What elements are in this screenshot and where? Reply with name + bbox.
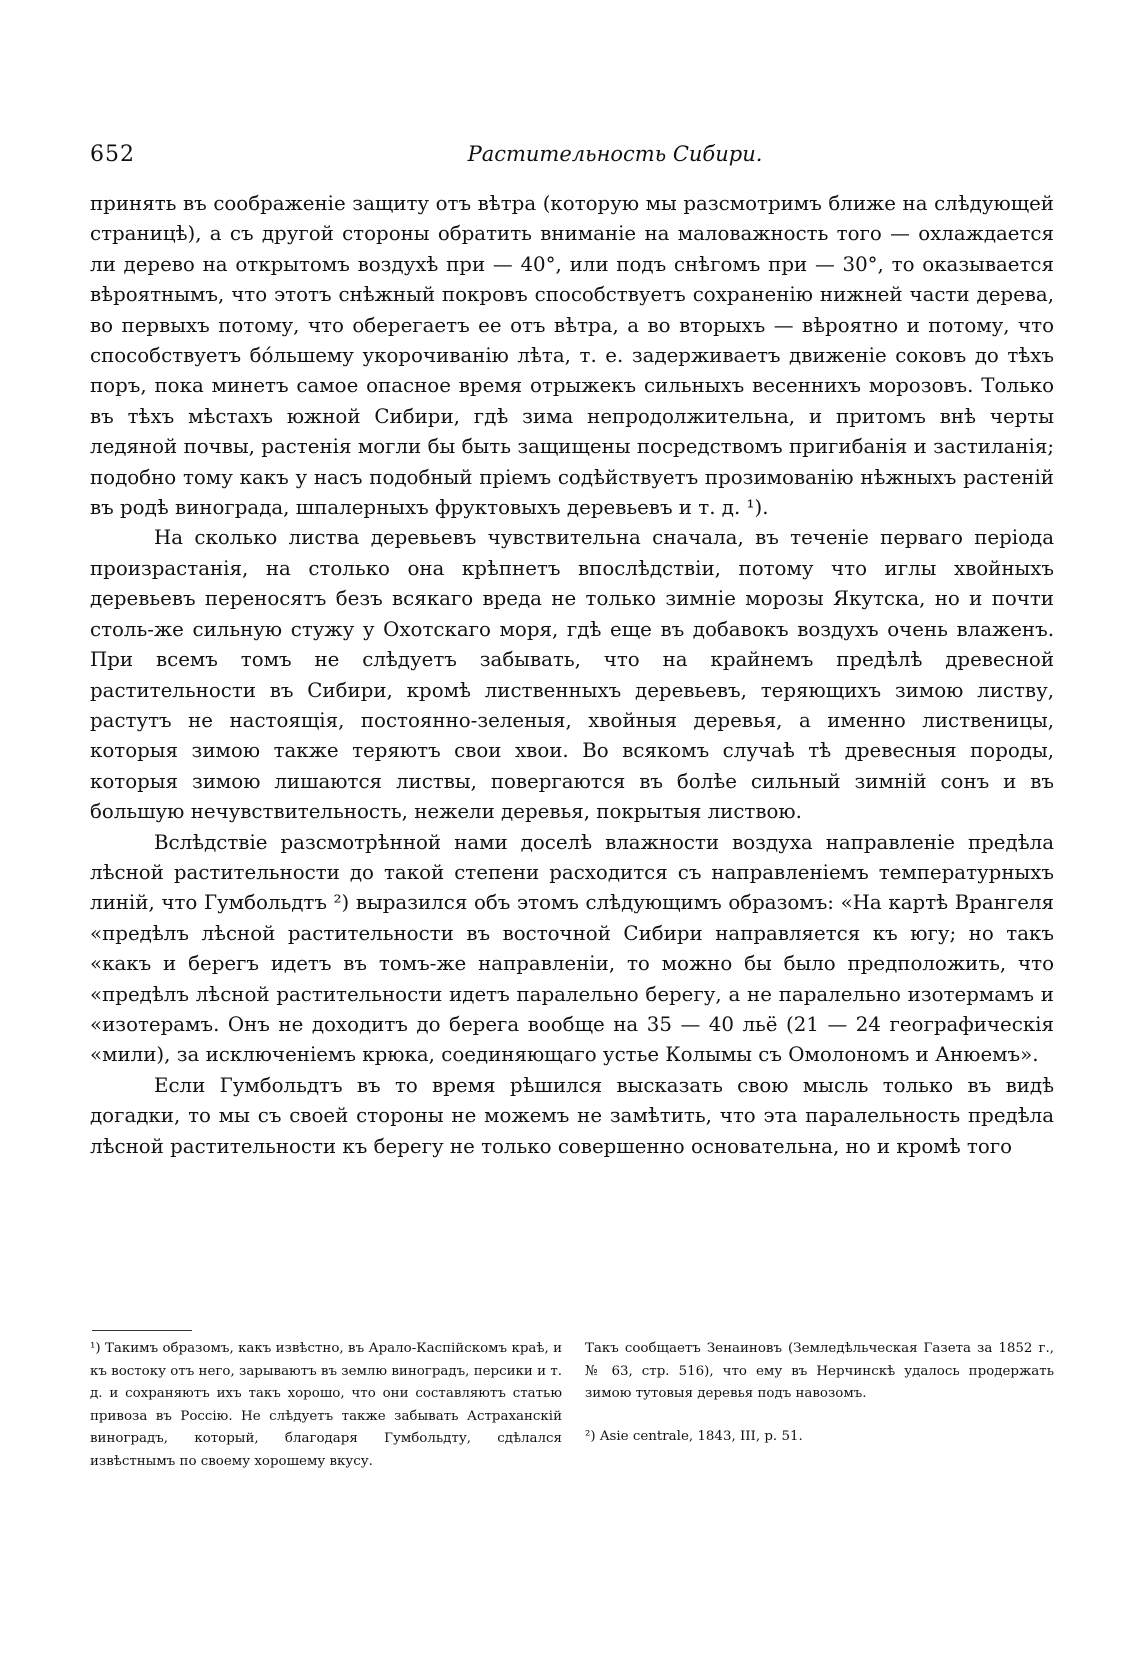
paragraph-4: Если Гумбольдтъ въ то время рѣшился высказать свою мысль только въ видѣ догадки, то мы съ своей стороны не можемъ не замѣтить, что эта паралельность предѣла лѣсной растительности къ берегу не только совершенно основательна, но и кромѣ того <box>90 1073 1054 1158</box>
running-title: Растительность Сибири. <box>467 142 763 166</box>
footnote-1: ¹) Такимъ образомъ, какъ извѣстно, въ Арало-Каспійскомъ краѣ, и къ востоку отъ него, зарываютъ въ землю виноградъ, персики и т. д. и сохраняютъ ихъ такъ хорошо, что они составляютъ статью привоза въ Россію. Не слѣдуетъ также забывать Астраханскій виноградъ, который, благодаря Гумбольдту, сдѣлался извѣстнымъ по своему хорошему вкусу. <box>90 1341 562 1469</box>
footnote-separator <box>92 1330 192 1331</box>
footnote-1-continued: Такъ сообщаетъ Зенаиновъ (Земледѣльческая Газета за 1852 г., № 63, стр. 516), что ему въ Нерчинскѣ удалось продержать зимою тутовыя деревья подъ навозомъ. <box>585 1341 1054 1402</box>
page-number: 652 <box>90 142 135 167</box>
paragraph-2: На сколько листва деревьевъ чувствительна сначала, въ теченіе перваго періода произрастанія, на столько она крѣпнетъ впослѣдствіи, потому что иглы хвойныхъ деревьевъ переносятъ безъ всякаго вреда не только зимніе морозы Якутска, но и почти столь-же сильную стужу у Охотскаго моря, гдѣ еще въ добавокъ воздухъ очень влаженъ. При всемъ томъ не слѣдуетъ забывать, что на крайнемъ предѣлѣ древесной растительности въ Сибири, кромѣ лиственныхъ деревьевъ, теряющихъ зимою листву, растутъ не настоящія, постоянно-зеленыя, хвойныя деревья, а именно лиственицы, которыя зимою также теряютъ свои хвои. Во всякомъ случаѣ тѣ древесныя породы, которыя зимою лишаются листвы, повергаются въ болѣе сильный зимній сонъ и въ большую нечувствительность, нежели деревья, покрытыя листвою. <box>90 526 1054 824</box>
page-header <box>90 142 1054 172</box>
footnote-2: ²) Asie centrale, 1843, III, p. 51. <box>585 1428 803 1444</box>
paragraph-3: Вслѣдствіе разсмотрѣнной нами доселѣ влажности воздуха направленіе предѣла лѣсной растительности до такой степени расходится съ направленіемъ температурныхъ линій, что Гумбольдтъ ²) выразился объ этомъ слѣдующимъ образомъ: «На картѣ Врангеля «предѣлъ лѣсной растительности въ восточной Сибири направляется къ югу; но такъ «какъ и берегъ идетъ въ томъ-же направленіи, то можно бы было предположить, что «предѣлъ лѣсной растительности идетъ паралельно берегу, а не паралельно изотермамъ и «изотерамъ. Онъ не доходитъ до берега вообще на 35 — 40 льё (21 — 24 географическія «мили), за исключеніемъ крюка, соединяющаго устье Колымы съ Омолономъ и Анюемъ». <box>90 830 1054 1067</box>
footnote-column-left <box>90 1338 562 1474</box>
footnote-column-right <box>585 1338 1054 1448</box>
paragraph-1: принять въ соображеніе защиту отъ вѣтра (которую мы разсмотримъ ближе на слѣдующей страницѣ), а съ другой стороны обратить вниманіе на маловажность того — охлаждается ли дерево на открытомъ воздухѣ при — 40°, или подъ снѣгомъ при — 30°, то оказывается вѣроятнымъ, что этотъ снѣжный покровъ способствуетъ сохраненію нижней части дерева, во первыхъ потому, что оберегаетъ ее отъ вѣтра, а во вторыхъ — вѣроятно и потому, что способствуетъ бо́льшему укорочиванію лѣта, т. е. задерживаетъ движеніе соковъ до тѣхъ поръ, пока минетъ самое опасное время отрыжекъ сильныхъ весеннихъ морозовъ. Только въ тѣхъ мѣстахъ южной Сибири, гдѣ зима непродолжительна, и притомъ внѣ черты ледяной почвы, растенія могли бы быть защищены посредствомъ пригибанія и застиланія; подобно тому какъ у насъ подобный пріемъ содѣйствуетъ прозимованію нѣжныхъ растеній въ родѣ винограда, шпалерныхъ фруктовыхъ деревьевъ и т. д. ¹). <box>90 192 1054 520</box>
main-text <box>90 189 1054 1162</box>
